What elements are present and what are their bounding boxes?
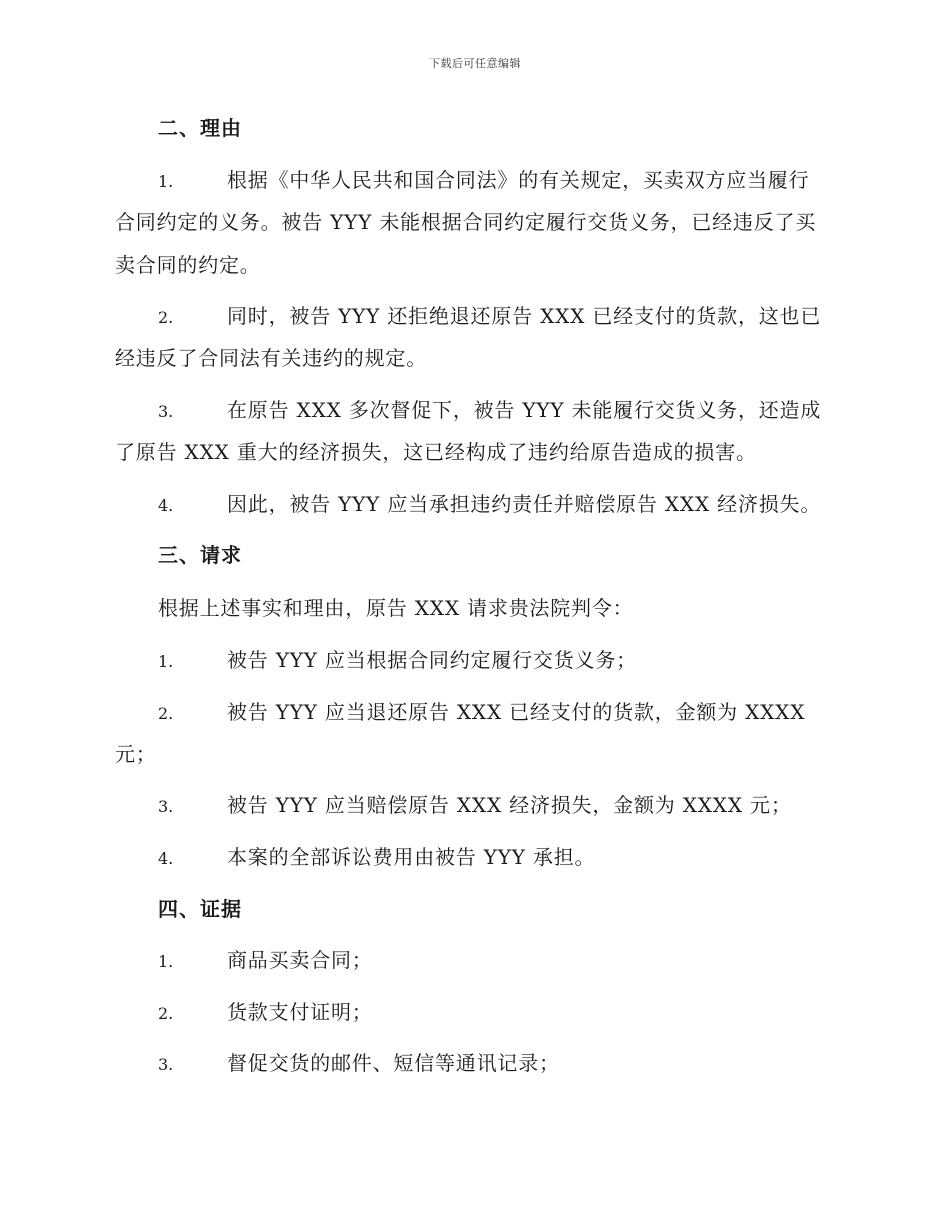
item-number: 1. — [158, 952, 174, 971]
item-number: 1. — [158, 172, 174, 191]
item-text-line: 根据《中华人民共和国合同法》的有关规定，买卖双方应当履行 — [227, 168, 810, 192]
section-title-reasons: 二、理由 — [158, 116, 242, 140]
reason-item-1-continuation: 合同约定的义务。被告 YYY 未能根据合同约定履行交货义务，已经违反了买 — [115, 210, 817, 234]
item-number: 3. — [158, 797, 174, 816]
item-text-line: 被告 YYY 应当赔偿原告 XXX 经济损失，金额为 XXXX 元； — [227, 793, 792, 817]
item-number: 4. — [158, 496, 174, 515]
item-text-line: 商品买卖合同； — [227, 948, 373, 972]
item-number: 1. — [158, 652, 174, 671]
item-number: 2. — [158, 1004, 174, 1023]
page-header: 下载后可任意编辑 — [429, 57, 521, 70]
item-number: 3. — [158, 1055, 174, 1074]
item-text-line: 被告 YYY 应当退还原告 XXX 已经支付的货款，金额为 XXXX — [227, 700, 806, 724]
item-number: 4. — [158, 849, 174, 868]
reason-item-2-continuation: 经违反了合同法有关违约的规定。 — [115, 346, 427, 370]
item-number: 2. — [158, 308, 174, 327]
item-number: 2. — [158, 704, 174, 723]
section-title-requests: 三、请求 — [158, 543, 242, 567]
reason-item-1-continuation: 卖合同的约定。 — [115, 253, 261, 277]
item-text-line: 在原告 XXX 多次督促下，被告 YYY 未能履行交货义务，还造成 — [227, 398, 822, 422]
requests-intro: 根据上述事实和理由，原告 XXX 请求贵法院判令： — [158, 596, 634, 620]
request-item-2-continuation: 元； — [115, 742, 157, 766]
item-text-line: 同时，被告 YYY 还拒绝退还原告 XXX 已经支付的货款，这也已 — [227, 304, 822, 328]
item-text-line: 本案的全部诉讼费用由被告 YYY 承担。 — [227, 845, 596, 869]
item-text-line: 被告 YYY 应当根据合同约定履行交货义务； — [227, 648, 637, 672]
reason-item-3-continuation: 了原告 XXX 重大的经济损失，这已经构成了违约给原告造成的损害。 — [115, 440, 757, 464]
item-text-line: 货款支付证明； — [227, 1000, 373, 1024]
item-number: 3. — [158, 402, 174, 421]
item-text-line: 因此，被告 YYY 应当承担违约责任并赔偿原告 XXX 经济损失。 — [227, 492, 822, 516]
item-text-line: 督促交货的邮件、短信等通讯记录； — [227, 1051, 560, 1075]
section-title-evidence: 四、证据 — [158, 897, 242, 921]
